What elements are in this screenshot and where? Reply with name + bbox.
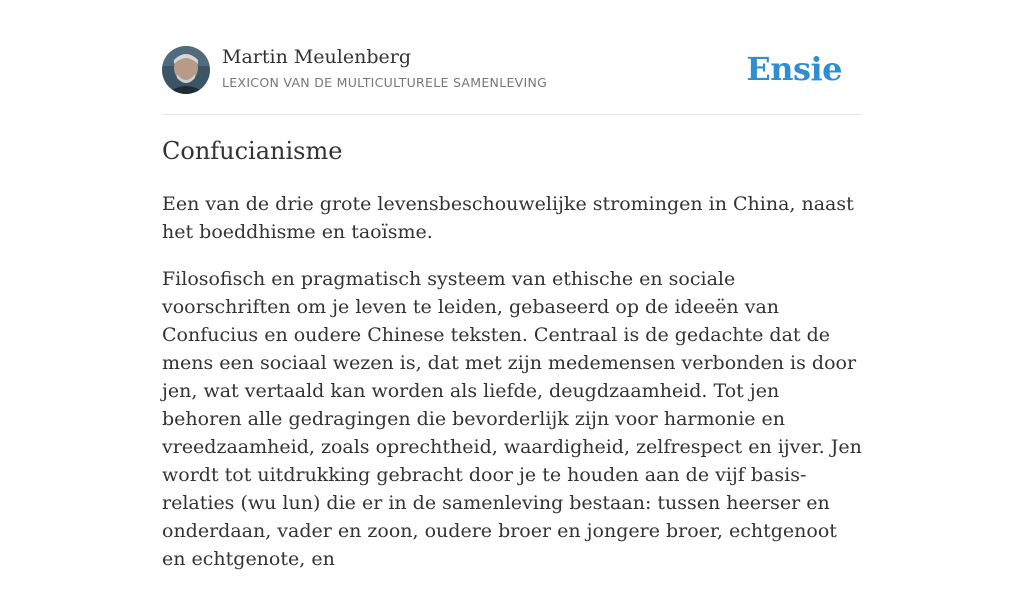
article-paragraph: Een van de drie grote levensbeschouwelijke stromingen in China, naast het boeddhisme en taoïsme.: [162, 193, 854, 243]
author-name[interactable]: Martin Meulenberg: [222, 46, 411, 68]
author-subtitle[interactable]: LEXICON VAN DE MULTICULTURELE SAMENLEVING: [222, 75, 548, 90]
author-avatar[interactable]: [162, 46, 210, 94]
article-header: [162, 46, 862, 115]
article-body: [162, 190, 862, 592]
article-paragraph: Filosofisch en pragmatisch systeem van ethische en sociale voorschriften om je leven te leiden, gebaseerd op de ideeën van Confucius en oudere Chinese teksten. Centraal is de gedachte dat de mens een sociaal wezen is, dat met zijn medemensen verbonden is door jen, wat vertaald kan worden als liefde, deugdzaamheid. Tot jen behoren alle gedragingen die bevorderlijk zijn voor harmonie en vreedzaamheid, zoals oprechtheid, waardigheid, zelfrespect en ijver. Jen wordt tot uitdrukking gebracht door je te houden aan de vijf basis-relaties (wu lun) die er in de samenleving bestaan: tussen heerser en onderdaan, vader en zoon, oudere broer en jongere broer, echtgenoot en echtgenote, en: [162, 268, 862, 570]
article-title: Confucianisme: [162, 137, 343, 165]
brand-logo[interactable]: Ensie: [746, 50, 842, 88]
